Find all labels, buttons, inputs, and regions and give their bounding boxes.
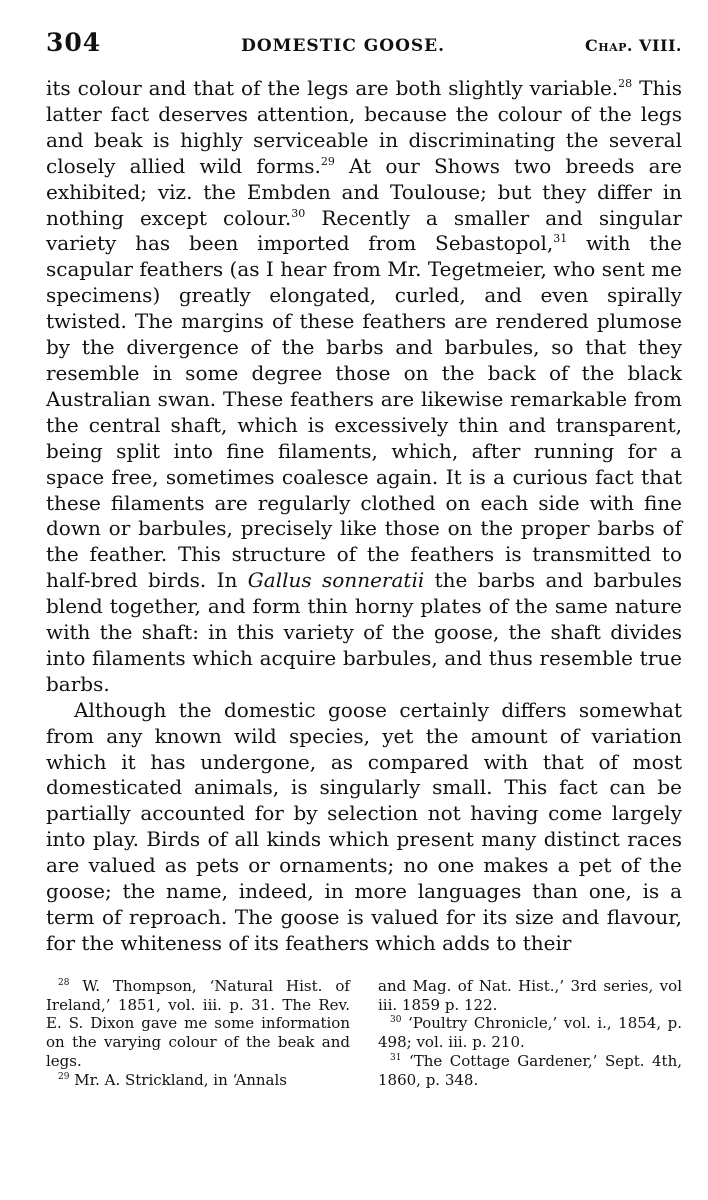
footnote-text: ‘Poultry Chronicle,’ vol. i., 1854, p. 498; vol. iii. p. 210.: [378, 1014, 682, 1052]
text-run: Recently a smaller and singular variety has been imported from Sebastopol,: [46, 205, 682, 256]
text-run: with the scapular feathers (as I hear from Mr. Tegetmeier, who sent me specimens) greatly elongated, curled, and even spirally twisted. The margins of these feathers are rendered plumose by the divergence of the barbs and barbules, so that they resemble in some degree those on the back of the black Australian swan. These feathers are likewise remarkable from the central shaft, which is excessively thin and transparent, being split into fine filaments, which, after running for a space free, sometimes coalesce again. It is a curious fact that these filaments are regularly clothed on each side with fine down or barbules, precisely like those on the proper barbs of the feather. This structure of the feathers is transmitted to half-bred birds. In: [46, 231, 682, 593]
footnote-number: 28: [58, 977, 70, 988]
text-run: its colour and that of the legs are both slightly variable.: [46, 76, 619, 100]
footnotes: [46, 977, 682, 1090]
footnote-text: Mr. A. Strickland, in ‘Annals: [69, 1070, 287, 1089]
footnote-number: 31: [390, 1053, 402, 1063]
main-text: [46, 76, 682, 957]
footnote-31: [378, 1052, 682, 1090]
text-run: the barbs and barbules blend together, and form thin horny plates of the same nature with the shaft: in this variety of the goose, the shaft divides into filaments which acquire barbules, and thus resemble true barbs.: [46, 568, 682, 696]
footnote-text: ‘The Cottage Gardener,’ Sept. 4th, 1860, p. 348.: [378, 1052, 682, 1089]
footnote-number: 30: [390, 1015, 402, 1026]
running-title: DOMESTIC GOOSE.: [241, 36, 446, 56]
footnote-ref-30: 30: [291, 206, 306, 220]
footnote-number: 29: [58, 1071, 70, 1082]
species-name: Gallus sonneratii: [247, 568, 425, 593]
footnote-text: W. Thompson, ‘Natural Hist. of Ireland,’ 1851, vol. iii. p. 31. The Rev. E. S. Dixon gave me some information on the varying colour of the beak and legs.: [46, 976, 350, 1070]
footnote-29: [46, 1071, 350, 1090]
text-run: At our Shows two breeds are exhibited; viz. the Embden and Toulouse; but they differ in nothing except colour.: [46, 153, 683, 230]
footnote-ref-29: 29: [320, 154, 335, 168]
paragraph-2: Although the domestic goose certainly differs somewhat from any known wild species, yet the amount of variation which it has undergone, as compared with that of most domesticated animals, is singularly small. This fact can be partially accounted for by selection not having come largely into play. Birds of all kinds which present many distinct races are valued as pets or ornaments; no one makes a pet of the goose; the name, indeed, in more languages than one, is a term of reproach. The goose is valued for its size and flavour, for the whiteness of its feathers which adds to their: [46, 697, 682, 955]
page-header: [46, 28, 682, 62]
footnote-column-left: [46, 977, 350, 1090]
paragraph-1: [46, 76, 682, 698]
text-run: This latter fact deserves attention, because the colour of the legs and beak is highly serviceable in discriminating the several closely allied wild forms.: [46, 76, 682, 178]
footnote-ref-31: 31: [553, 232, 568, 246]
footnote-28: [46, 977, 350, 1071]
footnote-29-continued: and Mag. of Nat. Hist.,’ 3rd series, vol iii. 1859 p. 122.: [378, 976, 682, 1014]
footnote-ref-28: 28: [618, 77, 633, 90]
footnote-30: [378, 1014, 682, 1052]
chapter-label: Chap. VIII.: [584, 36, 682, 55]
page-number: 304: [46, 28, 102, 57]
footnote-column-right: [378, 977, 682, 1090]
